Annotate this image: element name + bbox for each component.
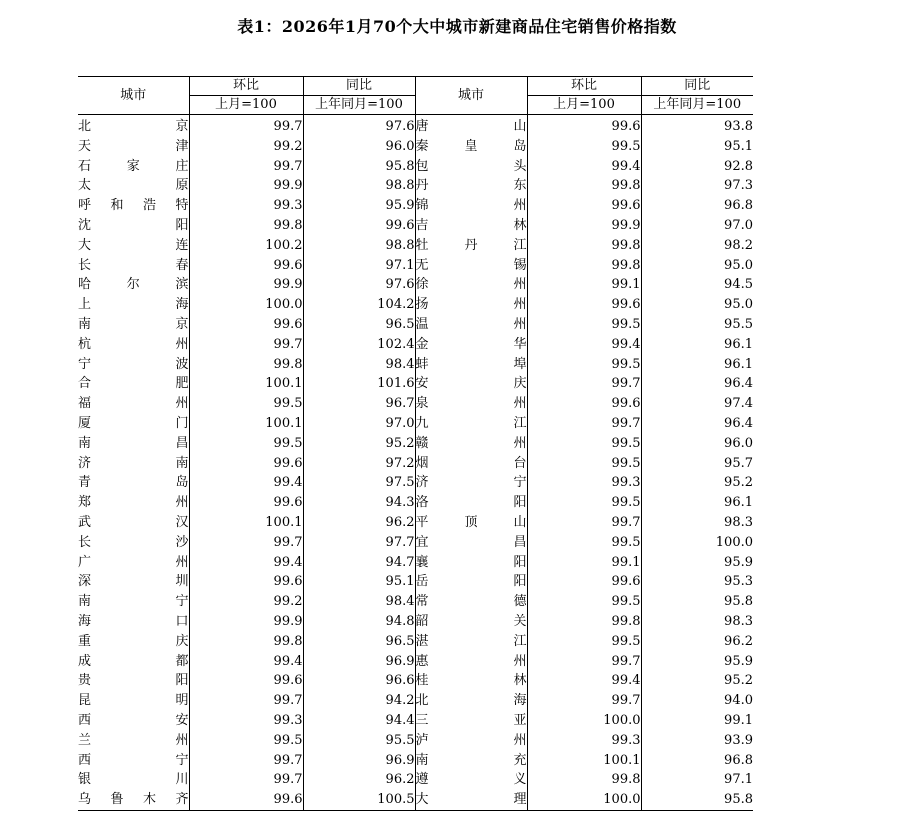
mom-left-cell: 99.6 [189,454,303,474]
mom-right-cell: 99.8 [527,770,641,790]
mom-left-cell: 99.2 [189,592,303,612]
mom-left-cell: 100.1 [189,414,303,434]
mom-right-cell: 99.8 [527,176,641,196]
yoy-right-cell: 96.2 [641,632,753,652]
city-right-cell: 安庆 [415,374,527,394]
city-right-cell: 泉州 [415,394,527,414]
city-left-cell: 广州 [78,554,189,570]
table-row [78,473,753,493]
city-left-cell: 大连 [78,237,189,253]
city-left-cell: 西宁 [78,752,189,768]
mom-right-cell: 99.5 [527,454,641,474]
mom-left-cell: 99.4 [189,473,303,493]
city-left-cell: 海口 [78,613,189,629]
city-right-cell: 泸州 [415,731,527,751]
mom-left-cell: 99.7 [189,770,303,790]
city-right-cell: 韶关 [415,612,527,632]
mom-right-cell: 100.0 [527,711,641,731]
yoy-right-cell: 98.3 [641,513,753,533]
mom-left-cell: 99.7 [189,533,303,553]
header-mom-left: 环比 [189,77,303,96]
yoy-right-cell: 95.8 [641,592,753,612]
yoy-right-cell: 100.0 [641,533,753,553]
mom-left-cell: 99.7 [189,115,303,137]
city-left-cell: 石家庄 [78,158,189,174]
city-left-cell: 福州 [78,396,189,412]
mom-left-cell: 99.9 [189,176,303,196]
yoy-left-cell: 102.4 [303,335,415,355]
header-city-left: 城市 [78,77,189,115]
header-mom-base-right: 上月=100 [527,96,641,115]
mom-right-cell: 99.5 [527,493,641,513]
city-left-cell: 兰州 [78,732,189,748]
city-left-cell: 济南 [78,455,189,471]
yoy-right-cell: 95.2 [641,473,753,493]
price-index-table [78,76,753,811]
mom-right-cell: 100.0 [527,790,641,810]
city-left-cell: 合肥 [78,376,189,392]
city-right-cell: 九江 [415,414,527,434]
mom-right-cell: 99.3 [527,731,641,751]
yoy-right-cell: 98.3 [641,612,753,632]
mom-left-cell: 100.1 [189,513,303,533]
mom-left-cell: 99.3 [189,711,303,731]
city-left-cell: 长沙 [78,534,189,550]
city-right-cell: 桂林 [415,671,527,691]
mom-right-cell: 99.4 [527,335,641,355]
mom-right-cell: 99.6 [527,572,641,592]
mom-right-cell: 99.7 [527,414,641,434]
yoy-left-cell: 96.2 [303,513,415,533]
city-left-cell: 呼和浩特 [78,198,189,214]
yoy-right-cell: 96.0 [641,434,753,454]
yoy-left-cell: 100.5 [303,790,415,810]
mom-left-cell: 100.0 [189,295,303,315]
yoy-right-cell: 95.9 [641,652,753,672]
table-row [78,711,753,731]
table-row [78,454,753,474]
city-left-cell: 贵阳 [78,673,189,689]
mom-left-cell: 99.9 [189,612,303,632]
table-row [78,513,753,533]
yoy-left-cell: 97.1 [303,256,415,276]
table-row [78,335,753,355]
city-left-cell: 深圳 [78,574,189,590]
yoy-left-cell: 98.4 [303,592,415,612]
city-right-cell: 宜昌 [415,533,527,553]
mom-right-cell: 99.5 [527,355,641,375]
header-mom-right: 环比 [527,77,641,96]
city-left-cell: 银川 [78,772,189,788]
header-yoy-base-right: 上年同月=100 [641,96,753,115]
mom-right-cell: 99.5 [527,592,641,612]
city-left-cell: 宁波 [78,356,189,372]
city-right-cell: 扬州 [415,295,527,315]
yoy-left-cell: 97.6 [303,275,415,295]
city-left-cell: 武汉 [78,514,189,530]
city-right-cell: 包头 [415,157,527,177]
table-row [78,751,753,771]
yoy-left-cell: 94.7 [303,553,415,573]
yoy-left-cell: 96.6 [303,671,415,691]
mom-right-cell: 99.5 [527,137,641,157]
yoy-right-cell: 95.8 [641,790,753,810]
mom-right-cell: 99.5 [527,434,641,454]
table-row [78,434,753,454]
city-left-cell: 太原 [78,178,189,194]
city-right-cell: 洛阳 [415,493,527,513]
mom-left-cell: 99.8 [189,355,303,375]
yoy-right-cell: 95.3 [641,572,753,592]
city-right-cell: 北海 [415,691,527,711]
city-left-cell: 乌鲁木齐 [78,790,189,810]
table-title: 表1：2026年1月70个大中城市新建商品住宅销售价格指数 [237,17,677,36]
mom-right-cell: 99.8 [527,612,641,632]
table-row [78,216,753,236]
city-right-cell: 济宁 [415,473,527,493]
mom-right-cell: 99.7 [527,691,641,711]
mom-left-cell: 99.5 [189,434,303,454]
city-right-cell: 牡丹江 [415,236,527,256]
yoy-left-cell: 104.2 [303,295,415,315]
mom-right-cell: 99.4 [527,671,641,691]
mom-left-cell: 99.7 [189,691,303,711]
yoy-right-cell: 95.0 [641,256,753,276]
mom-right-cell: 99.4 [527,157,641,177]
mom-left-cell: 99.8 [189,632,303,652]
city-left-cell: 青岛 [78,475,189,491]
table-row [78,394,753,414]
mom-left-cell: 99.6 [189,671,303,691]
header-yoy-right: 同比 [641,77,753,96]
table-row [78,275,753,295]
table-row [78,315,753,335]
city-left-cell: 天津 [78,138,189,154]
yoy-right-cell: 94.0 [641,691,753,711]
city-right-cell: 赣州 [415,434,527,454]
table-row [78,236,753,256]
header-yoy-base-left: 上年同月=100 [303,96,415,115]
table-row [78,652,753,672]
mom-right-cell: 99.8 [527,256,641,276]
table-row [78,572,753,592]
header-city-right: 城市 [415,77,527,115]
yoy-left-cell: 97.5 [303,473,415,493]
table-row [78,592,753,612]
yoy-right-cell: 98.2 [641,236,753,256]
mom-left-cell: 99.7 [189,335,303,355]
city-right-cell: 吉林 [415,216,527,236]
mom-right-cell: 99.1 [527,553,641,573]
table-row [78,691,753,711]
mom-right-cell: 99.7 [527,374,641,394]
mom-left-cell: 100.1 [189,374,303,394]
mom-right-cell: 99.8 [527,236,641,256]
city-right-cell: 秦皇岛 [415,137,527,157]
city-right-cell: 温州 [415,315,527,335]
city-right-cell: 平顶山 [415,513,527,533]
mom-left-cell: 99.5 [189,394,303,414]
yoy-left-cell: 95.2 [303,434,415,454]
table-row [78,256,753,276]
table-row [78,493,753,513]
mom-left-cell: 99.5 [189,731,303,751]
yoy-left-cell: 95.8 [303,157,415,177]
city-left-cell: 哈尔滨 [78,277,189,293]
mom-right-cell: 99.6 [527,394,641,414]
mom-left-cell: 99.6 [189,790,303,810]
table-row [78,533,753,553]
city-right-cell: 丹东 [415,176,527,196]
header-yoy-left: 同比 [303,77,415,96]
yoy-left-cell: 97.6 [303,115,415,137]
mom-left-cell: 99.6 [189,572,303,592]
table-row [78,770,753,790]
yoy-right-cell: 96.1 [641,355,753,375]
city-left-cell: 郑州 [78,495,189,511]
yoy-left-cell: 94.3 [303,493,415,513]
yoy-left-cell: 96.7 [303,394,415,414]
city-right-cell: 烟台 [415,454,527,474]
yoy-left-cell: 99.6 [303,216,415,236]
mom-left-cell: 99.7 [189,157,303,177]
yoy-right-cell: 94.5 [641,275,753,295]
city-right-cell: 遵义 [415,770,527,790]
yoy-left-cell: 96.2 [303,770,415,790]
city-right-cell: 金华 [415,335,527,355]
mom-right-cell: 99.5 [527,533,641,553]
yoy-right-cell: 95.1 [641,137,753,157]
yoy-right-cell: 99.1 [641,711,753,731]
mom-right-cell: 99.7 [527,652,641,672]
yoy-left-cell: 98.4 [303,355,415,375]
mom-right-cell: 99.5 [527,315,641,335]
city-right-cell: 南充 [415,751,527,771]
yoy-left-cell: 96.0 [303,137,415,157]
mom-right-cell: 99.1 [527,275,641,295]
city-left-cell: 西安 [78,712,189,728]
mom-right-cell: 99.9 [527,216,641,236]
mom-right-cell: 100.1 [527,751,641,771]
yoy-right-cell: 96.4 [641,374,753,394]
yoy-left-cell: 101.6 [303,374,415,394]
mom-left-cell: 99.2 [189,137,303,157]
city-right-cell: 蚌埠 [415,355,527,375]
mom-left-cell: 99.6 [189,256,303,276]
city-right-cell: 唐山 [415,115,527,137]
table-row [78,612,753,632]
table-row [78,790,753,810]
yoy-left-cell: 97.2 [303,454,415,474]
mom-right-cell: 99.6 [527,295,641,315]
table-row [78,414,753,434]
city-right-cell: 锦州 [415,196,527,216]
city-right-cell: 大理 [415,790,527,810]
yoy-left-cell: 94.8 [303,612,415,632]
mom-left-cell: 99.3 [189,196,303,216]
table-row [78,553,753,573]
yoy-right-cell: 95.2 [641,671,753,691]
mom-right-cell: 99.6 [527,115,641,137]
yoy-left-cell: 94.2 [303,691,415,711]
mom-left-cell: 99.8 [189,216,303,236]
yoy-right-cell: 96.1 [641,335,753,355]
city-left-cell: 北京 [78,119,189,134]
yoy-left-cell: 96.5 [303,632,415,652]
city-left-cell: 南京 [78,316,189,332]
city-left-cell: 上海 [78,297,189,313]
yoy-left-cell: 97.7 [303,533,415,553]
city-right-cell: 岳阳 [415,572,527,592]
table-body [78,115,753,811]
yoy-right-cell: 96.8 [641,751,753,771]
yoy-right-cell: 97.4 [641,394,753,414]
mom-left-cell: 99.4 [189,553,303,573]
city-right-cell: 襄阳 [415,553,527,573]
table-row [78,137,753,157]
table-row [78,196,753,216]
mom-right-cell: 99.3 [527,473,641,493]
mom-left-cell: 99.9 [189,275,303,295]
yoy-right-cell: 97.1 [641,770,753,790]
city-right-cell: 三亚 [415,711,527,731]
table-row [78,295,753,315]
city-left-cell: 昆明 [78,693,189,709]
city-right-cell: 常德 [415,592,527,612]
table-row [78,115,753,137]
yoy-right-cell: 96.8 [641,196,753,216]
city-right-cell: 徐州 [415,275,527,295]
yoy-left-cell: 95.5 [303,731,415,751]
city-right-cell: 湛江 [415,632,527,652]
yoy-left-cell: 95.9 [303,196,415,216]
city-left-cell: 厦门 [78,415,189,431]
mom-left-cell: 99.7 [189,751,303,771]
mom-left-cell: 100.2 [189,236,303,256]
mom-left-cell: 99.6 [189,493,303,513]
yoy-left-cell: 98.8 [303,236,415,256]
yoy-left-cell: 96.5 [303,315,415,335]
city-left-cell: 成都 [78,653,189,669]
mom-right-cell: 99.7 [527,513,641,533]
mom-left-cell: 99.6 [189,315,303,335]
city-left-cell: 长春 [78,257,189,273]
yoy-right-cell: 97.0 [641,216,753,236]
table-row [78,176,753,196]
yoy-right-cell: 93.9 [641,731,753,751]
yoy-right-cell: 95.7 [641,454,753,474]
yoy-left-cell: 96.9 [303,751,415,771]
table-row [78,355,753,375]
table-row [78,731,753,751]
table-row [78,374,753,394]
yoy-right-cell: 93.8 [641,115,753,137]
yoy-right-cell: 97.3 [641,176,753,196]
yoy-right-cell: 95.9 [641,553,753,573]
city-left-cell: 杭州 [78,336,189,352]
yoy-right-cell: 92.8 [641,157,753,177]
yoy-right-cell: 96.1 [641,493,753,513]
city-left-cell: 沈阳 [78,217,189,233]
city-left-cell: 重庆 [78,633,189,649]
mom-left-cell: 99.4 [189,652,303,672]
table-row [78,157,753,177]
city-left-cell: 南宁 [78,594,189,610]
city-left-cell: 南昌 [78,435,189,451]
table-row [78,632,753,652]
city-right-cell: 无锡 [415,256,527,276]
yoy-right-cell: 96.4 [641,414,753,434]
header-mom-base-left: 上月=100 [189,96,303,115]
yoy-right-cell: 95.0 [641,295,753,315]
city-right-cell: 惠州 [415,652,527,672]
yoy-left-cell: 97.0 [303,414,415,434]
yoy-left-cell: 95.1 [303,572,415,592]
yoy-left-cell: 94.4 [303,711,415,731]
mom-right-cell: 99.5 [527,632,641,652]
yoy-right-cell: 95.5 [641,315,753,335]
mom-right-cell: 99.6 [527,196,641,216]
table-row [78,671,753,691]
yoy-left-cell: 96.9 [303,652,415,672]
yoy-left-cell: 98.8 [303,176,415,196]
